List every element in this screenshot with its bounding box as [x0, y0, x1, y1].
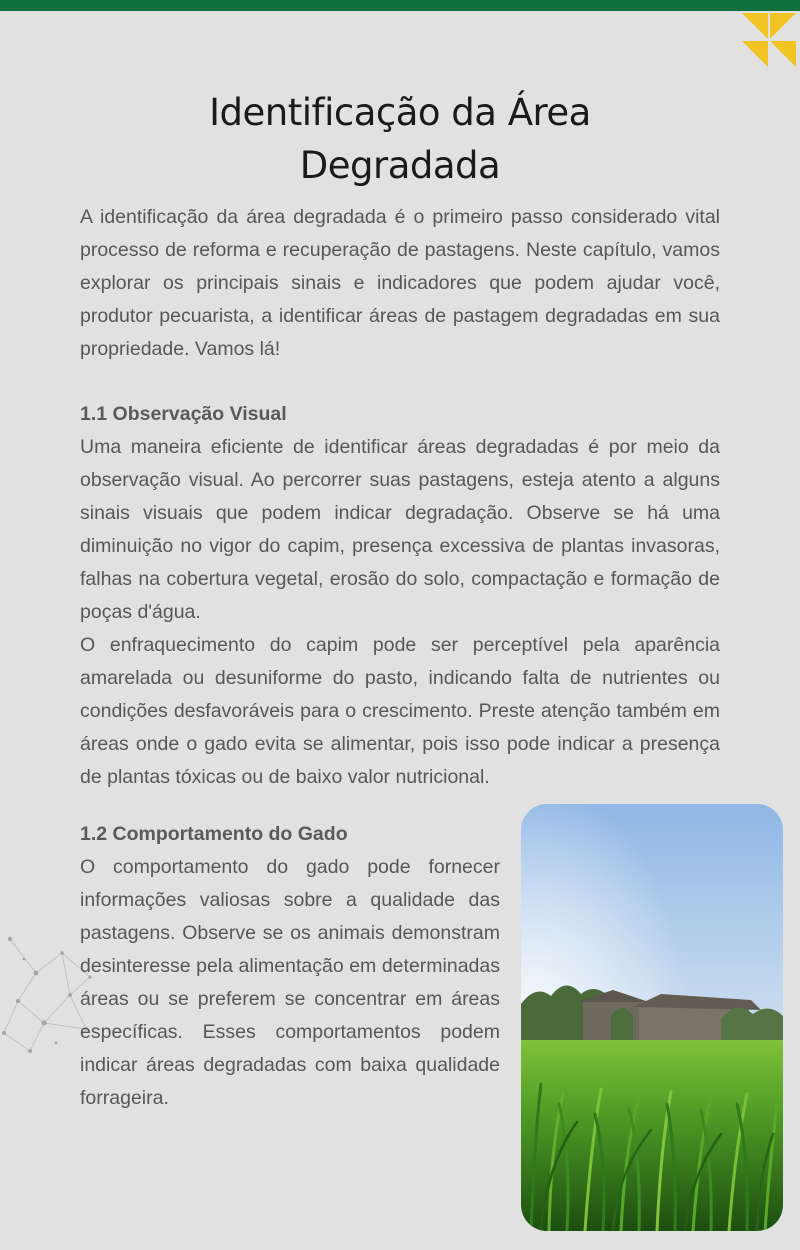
yellow-triangles-icon [740, 11, 800, 69]
top-green-bar [0, 0, 800, 11]
section-paragraph: O enfraquecimento do capim pode ser perceptível pela aparência amarelada ou desuniforme do pasto, indicando falta de nutrientes ou condições desfavoráveis para o crescimento. Preste atenção também em áreas onde o gado evita se alimentar, pois isso pode indicar a presença de plantas tóxicas ou de baixo valor nutricional. [80, 634, 720, 788]
section-heading: 1.2 Comportamento do Gado [80, 823, 348, 845]
section-visual-observation [80, 398, 720, 794]
section-cattle-behavior [80, 818, 500, 1115]
title-line-2: Degradada [299, 144, 501, 187]
grass-field-photo [521, 804, 783, 1231]
section-paragraph: Uma maneira eficiente de identificar áreas degradadas é por meio da observação visual. Ao percorrer suas pastagens, esteja atento a alguns sinais visuais que podem indicar degradação. Observe se há uma diminuição no vigor do capim, presença excessiva de plantas invasoras, falhas na cobertura vegetal, erosão do solo, compactação e formação de poças d'água. [80, 436, 720, 623]
title-line-1: Identificação da Área [209, 91, 591, 134]
section-heading: 1.1 Observação Visual [80, 403, 287, 425]
page-title [150, 86, 650, 192]
intro-paragraph: A identificação da área degradada é o primeiro passo considerado vital processo de reforma e recuperação de pastagens. Neste capítulo, vamos explorar os principais sinais e indicadores que podem ajudar você, produtor pecuarista, a identificar áreas de pastagem degradadas em sua propriedade. Vamos lá! [80, 206, 720, 360]
section-paragraph: O comportamento do gado pode fornecer informações valiosas sobre a qualidade das pastagens. Observe se os animais demonstram desinteresse pela alimentação em determinadas áreas ou se preferem se concentrar em áreas específicas. Esses comportamentos podem indicar áreas degradadas com baixa qualidade forrageira. [80, 856, 500, 1109]
